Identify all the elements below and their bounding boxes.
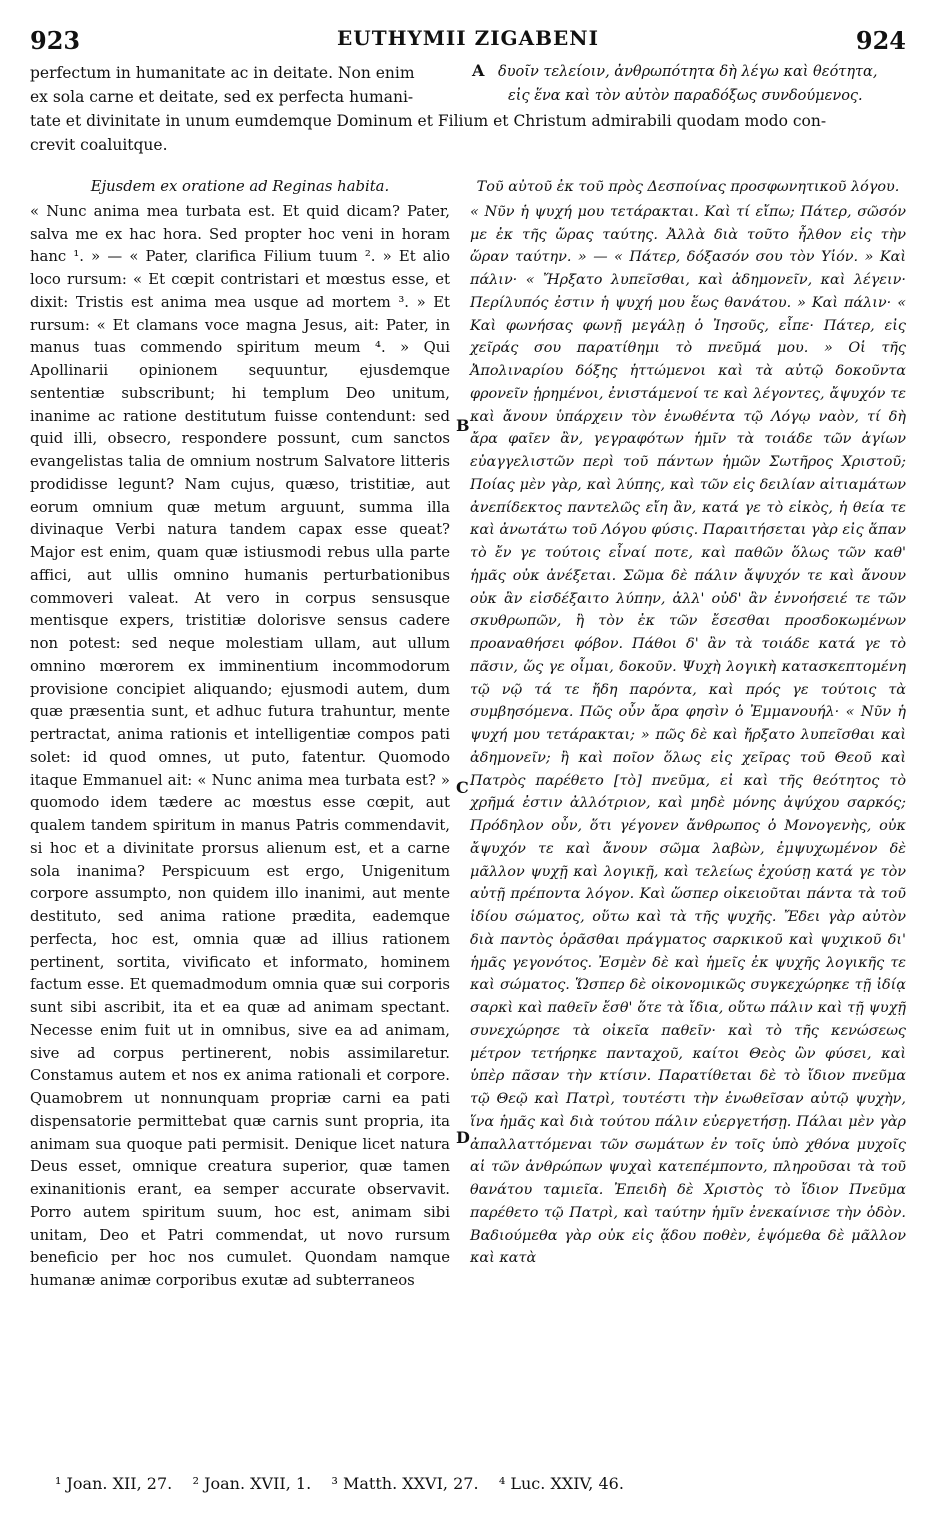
footnote-4: ⁴ Luc. XXIV, 46. [498,1474,624,1493]
page-number-left: 923 [30,26,81,55]
footnote-3: ³ Matth. XXVI, 27. [331,1474,479,1493]
margin-marker-b: B [456,416,470,435]
opening-line-4 [30,136,906,161]
greek-body-text: « Νῦν ἡ ψυχή μου τετάρακται. Καὶ τί εἴπω; Πάτερ, σῶσόν με ἐκ τῆς ὥρας ταύτης. Ἀλλὰ διὰ τοῦτο ἦλθον εἰς τὴν ὥραν ταύτην. » — « Πάτερ, δόξασόν σου τὸν Υἱόν. » Καὶ πάλιν· « Ἤρξατο λυπεῖσθαι, καὶ ἀδημονεῖν, καὶ λέγειν· Περίλυπός ἐστιν ἡ ψυχή μου ἕως θανάτου. » Καὶ πάλιν· « Καὶ φωνήσας φωνῇ μεγάλῃ ὁ Ἰησοῦς, εἶπε· Πάτερ, εἰς χεῖράς σου παρατίθημι τὸ πνεῦμά μου. » Οἱ τῆς Ἀπολιναρίου δόξης ἡττώμενοι καὶ τὰ αὐτῷ δοκοῦντα φρονεῖν ᾑρημένοι, ἐνιστάμενοί τε καὶ λέγοντες, ἄψυχόν τε καὶ ἄνουν ὑπάρχειν τὸν ἑνωθέντα τῷ Λόγῳ ναὸν, τί δὴ ἄρα φαῖεν ἂν, γεγραφότων ἡμῖν τὰ τοιάδε τῶν ἁγίων εὐαγγελιστῶν περὶ τοῦ πάντων ἡμῶν Σωτῆρος Χριστοῦ; Ποίας μὲν γὰρ, καὶ λύπης, καὶ τῶν εἰς δειλίαν αἰτιαμάτων ἀνεπίδεκτος παντελῶς εἴη ἂν, κατά γε τὸ εἰκὸς, ἡ θεία τε καὶ ἀνωτάτω τοῦ Λόγου φύσις. Παραιτήσεται γὰρ εἰς ἅπαν τὸ ἔν γε τούτοις εἶναί ποτε, καὶ παθῶν ὅλως τῶν καθ' ἡμᾶς οὐκ ἀνέξεται. Σῶμα δὲ πάλιν ἄψυχόν τε καὶ ἄνουν οὐκ ἂν εἰσδέξαιτο λύπην, ἀλλ' οὐδ' ἂν ἐννοήσειέ τε τῶν σκυθρωπῶν, ἢ τὸν ἐκ τῶν ἔσεσθαι προσδοκωμένων προαναθήσει φόβον. Πάθοι δ' ἂν τὰ τοιάδε κατά γε τὸ πᾶσιν, ὥς γε οἶμαι, δοκοῦν. Ψυχὴ λογικὴ κατασκεπτομένη τῷ νῷ τά τε ἤδη παρόντα, καὶ πρός γε τούτοις τὰ συμβησόμενα. Πῶς οὖν ἄρα φησὶν ὁ Ἐμμανουήλ· « Νῦν ἡ ψυχή μου τετάρακται; » πῶς δὲ καὶ ἤρξατο λυπεῖσθαι καὶ ἀδημονεῖν; ἢ καὶ ποῖον ὅλως εἰς χεῖρας τοῦ Θεοῦ καὶ Πατρὸς παρέθετο [τὸ] πνεῦμα, εἰ καὶ τῆς θεότητος τὸ χρῆμά ἐστιν ἀλλότριον, καὶ μηδὲ μόνης ἀψύχου σαρκός; Πρόδηλον οὖν, ὅτι γέγονεν ἄνθρωπος ὁ Μονογενὴς, οὐκ ἄψυχόν τε καὶ ἄνουν σῶμα λαβὼν, ἐμψυχωμένον δὲ μᾶλλον ψυχῇ καὶ λογικῇ, καὶ τελείως ἐχούσῃ κατά γε τὸν αὐτῇ πρέποντα λόγον. Καὶ ὥσπερ οἰκειοῦται πάντα τὰ τοῦ ἰδίου σώματος, οὕτω καὶ τὰ τῆς ψυχῆς. Ἔδει γὰρ αὐτὸν διὰ παντὸς ὁρᾶσθαι πράγματος σαρκικοῦ καὶ ψυχικοῦ δι' ἡμᾶς γεγονότος. Ἐσμὲν δὲ καὶ ἡμεῖς ἐκ ψυχῆς λογικῆς τε καὶ σώματος. Ὥσπερ δὲ οἰκονομικῶς συγκεχώρηκε τῇ ἰδίᾳ σαρκὶ καὶ παθεῖν ἔσθ' ὅτε τὰ ἴδια, οὕτω πάλιν καὶ τῇ ψυχῇ συνεχώρησε τὰ οἰκεῖα παθεῖν· καὶ τὸ τῆς κενώσεως μέτρον τετήρηκε πανταχοῦ, καίτοι Θεὸς ὢν φύσει, καὶ ὑπὲρ πᾶσαν τὴν κτίσιν. Παρατίθεται δὲ τὸ ἴδιον πνεῦμα τῷ Θεῷ καὶ Πατρὶ, τουτέστι τὴν ἐνωθεῖσαν αὐτῷ ψυχὴν, ἵνα ἡμᾶς καὶ διὰ τούτου πάλιν εὐεργετήσῃ. Πάλαι μὲν γὰρ ἀπαλλαττόμεναι τῶν σωμάτων ἐν τοῖς ὑπὸ χθόνα μυχοῖς αἱ τῶν ἀνθρώπων ψυχαὶ κατεπέμποντο, πληροῦσαι τὰ τοῦ θανάτου ταμιεῖα. Ἐπειδὴ δὲ Χριστὸς τὸ ἴδιον Πνεῦμα παρέθετο τῷ Πατρὶ, καὶ ταύτην ἡμῖν ἐνεκαίνισε τὴν ὁδὸν. Βαδιούμεθα γὰρ οὐκ εἰς ᾅδου ποθὲν, ἑψόμεθα δὲ μᾶλλον καὶ κατὰ [470,203,906,1267]
opening-line-1 [30,61,906,89]
opening-greek-2: εἰς ἕνα καὶ τὸν αὐτὸν παραδόξως συνδούμενος. [508,88,863,104]
opening-latin-2: ex sola carne et deitate, sed ex perfecta humani- [30,88,414,106]
margin-marker-c: C [456,778,469,797]
latin-body-text: « Nunc anima mea turbata est. Et quid dicam? Pater, salva me ex hac hora. Sed propter hoc veni in horam hanc ¹. » — « Pater, clarifica Filium tuum ². » Et alio loco rursum: « Et cœpit contristari et mœstus esse, et dixit: Tristis est anima mea usque ad mortem ³. » Et rursum: « Et clamans voce magna Jesus, ait: Pater, in manus tuas commendo spiritum meum ⁴. » Qui Apollinarii opinionem sequuntur, ejusdemque sententiæ subscribunt; hi templum Deo unitum, inanime ac ratione destitutum fuisse contendunt: sed quid illi, obsecro, respondere possunt, cum sanctos evangelistas talia de omnium nostrum Salvatore litteris prodidisse legunt? Nam cujus, quæso, tristitiæ, aut eorum omnium quæ metum arguunt, summa illa divinaque Verbi natura tandem capax esse queat? Major est enim, quam quæ istiusmodi rebus ulla parte affici, aut ullis omnino humanis perturbationibus commoveri valeat. At vero in corpus sensusque mentisque expers, tristitiæ dolorisve sensus cadere non potest: sed neque molestiam ullam, aut ullum omnino mœrorem ex imminentium incommodorum provisione concipiet aliquando; ejusmodi autem, dum quæ præsentia sunt, et adhuc futura trahuntur, mente pertractat, anima rationis et intelligentiæ compos pati solet: id quod omnes, ut puto, fatentur. Quomodo itaque Emmanuel ait: « Nunc anima mea turbata est? » quomodo idem tædere ac mœstus esse cœpit, aut qualem tandem spiritum in manus Patris commendavit, si hoc et a divinitate prorsus alienum est, et a carne sola inanima? Perspicuum est ergo, Unigenitum corpore assumpto, non quidem illo inanimi, aut mente destituto, sed anima ratione prædita, eademque perfecta, hoc est, omnia quæ ad illius rationem pertinent, sortita, vivificato et informato, hominem factum esse. Et quemadmodum omnia quæ sui corporis sunt sibi ascribit, ita et ea quæ ad animam spectant. Necesse enim fuit ut in omnibus, sive ea ad animam, sive ad corpus pertinerent, nobis assimilaretur. Constamus autem et nos ex anima rationali et corpore. Quamobrem ut nonnunquam propriæ carni ea pati dispensatorie permittebat quæ carnis sunt propria, ita animam sua quoque pati permisit. Denique licet natura Deus esset, omnique creatura superior, quæ tamen exinanitionis erant, ea semper accurate observavit. Porro autem spiritum suum, hoc est, animam sibi unitam, Deo et Patri commendat, ut novo rursum beneficio per hoc nos cumulet. Quondam namque humanæ animæ corporibus exutæ ad subterraneos [30,202,450,1289]
page-number-right: 924 [855,26,906,55]
latin-section-heading: Ejusdem ex oratione ad Reginas habita. [90,178,390,195]
opening-latin-1: perfectum in humanitate ac in deitate. Non enim [30,64,415,82]
opening-line-2 [30,88,906,113]
opening-line-4-text: crevit coaluitque. [30,136,168,154]
footnotes [55,1474,906,1493]
opening-line-3-text: tate et divinitate in unum eumdemque Dominum et Filium et Christum admirabili quodam modo con- [30,112,827,130]
margin-marker-d: D [456,1128,470,1147]
footnote-2: ² Joan. XVII, 1. [192,1474,312,1493]
greek-section-heading: Τοῦ αὐτοῦ ἐκ τοῦ πρὸς Δεσποίνας προσφωνητικοῦ λόγου. [476,179,900,195]
opening-greek-1: δυοῖν τελείοιν, ἀνθρωπότητα δὴ λέγω καὶ θεότητα, [498,64,878,80]
opening-line-3 [30,112,906,137]
latin-column [30,176,450,1293]
footnote-1: ¹ Joan. XII, 27. [55,1474,173,1493]
page-header [30,22,906,58]
running-title: EUTHYMII ZIGABENI [337,26,599,50]
margin-marker-a: A [472,61,485,80]
greek-column [470,176,906,1270]
